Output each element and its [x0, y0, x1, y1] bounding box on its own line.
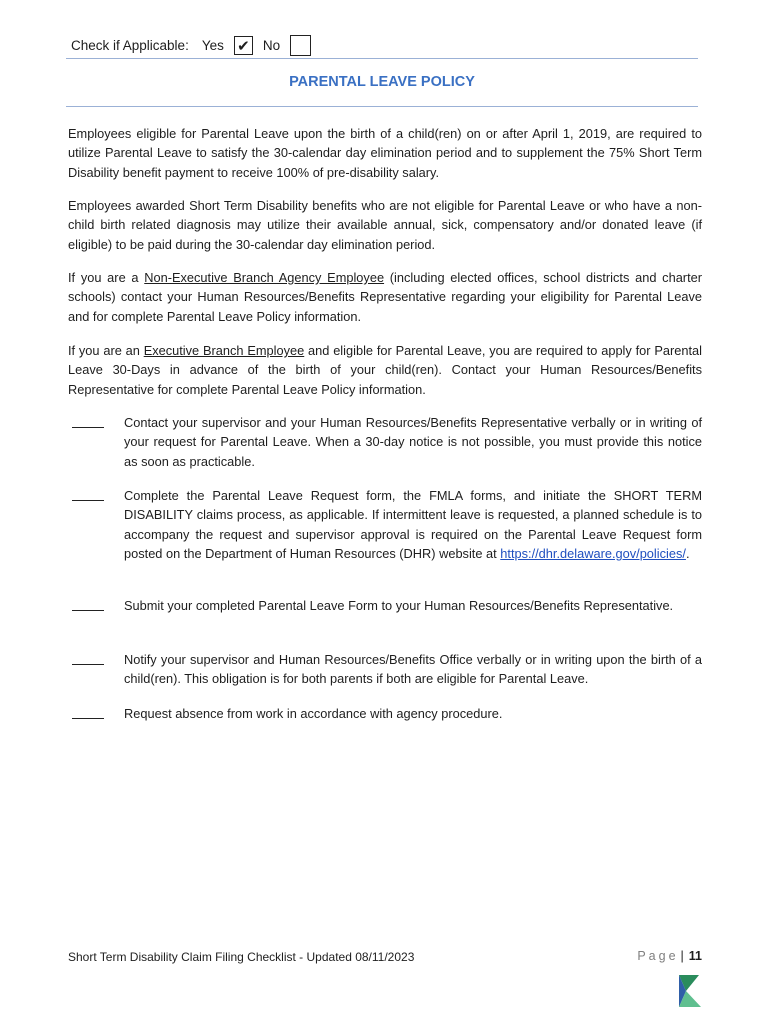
checklist-blank[interactable] — [72, 599, 104, 611]
page-title: PARENTAL LEAVE POLICY — [289, 74, 475, 90]
checklist-blank[interactable] — [72, 489, 104, 501]
checklist-item — [72, 650, 702, 689]
executive-emphasis: Executive Branch Employee — [143, 343, 305, 358]
yes-label: Yes — [201, 38, 224, 53]
dhr-policies-link[interactable]: https://dhr.delaware.gov/policies/ — [500, 545, 686, 561]
paragraph-executive: If you are an Executive Branch Employee and eligible for Parental Leave, you are required to apply for Parental Leave 30-Days in advance of the birth of your child(ren). Contact your Human Resources/Benefits Representative for complete Parental Leave Policy information. — [68, 343, 702, 397]
checklist-text: Request absence from work in accordance with agency procedure. — [124, 706, 503, 721]
paragraph-eligible: Employees eligible for Parental Leave upon the birth of a child(ren) on or after April 1, 2019, are required to utilize Parental Leave to satisfy the 30-calendar day elimination period and to supplement the 75% Short Term Disability benefit payment to receive 100% of pre-disability salary. — [68, 126, 702, 180]
page-separator: | — [680, 949, 684, 963]
non-executive-emphasis: Non-Executive Branch Agency Employee — [144, 270, 385, 285]
checklist-item — [72, 413, 702, 471]
checklist-text: Submit your completed Parental Leave Form to your Human Resources/Benefits Representative. — [124, 598, 674, 613]
checklist-blank[interactable] — [72, 416, 104, 428]
page-word: Page — [637, 949, 679, 963]
no-label: No — [262, 38, 281, 53]
checklist-item — [72, 486, 702, 563]
page-num: 11 — [688, 949, 702, 963]
applicable-header — [71, 35, 311, 56]
delaware-logo-icon — [677, 973, 703, 1009]
no-checkbox[interactable] — [290, 35, 311, 56]
title-divider — [66, 106, 698, 107]
check-mark-icon: ✔ — [237, 37, 250, 55]
paragraph-not-eligible: Employees awarded Short Term Disability benefits who are not eligible for Parental Leave or who have a non-child birth related diagnosis may utilize their available annual, sick, compensatory and/or donated leave (if eligible) to be paid during the 30-calendar day elimination period. — [68, 198, 702, 252]
top-divider — [66, 58, 698, 59]
yes-checkbox[interactable] — [234, 36, 253, 55]
checklist-blank[interactable] — [72, 653, 104, 665]
footer-title: Short Term Disability Claim Filing Checklist - Updated 08/11/2023 — [68, 950, 415, 964]
check-applicable-label: Check if Applicable: — [71, 38, 189, 53]
checklist-text: Contact your supervisor and your Human Resources/Benefits Representative verbally or in writing of your request for Parental Leave. When a 30-day notice is not possible, you must provide this notice as soon as practicable. — [124, 415, 702, 469]
checklist-blank[interactable] — [72, 707, 104, 719]
checklist-item — [72, 596, 702, 615]
checklist-text: Notify your supervisor and Human Resources/Benefits Office verbally or in writing upon the birth of a child(ren). This obligation is for both parents if both are eligible for Parental Leave. — [124, 652, 702, 687]
paragraph-non-executive: If you are a Non-Executive Branch Agency Employee (including elected offices, school districts and charter schools) contact your Human Resources/Benefits Representative regarding your eligibility for Parental Leave and for complete Parental Leave Policy information. — [68, 270, 703, 324]
page-number — [637, 949, 702, 963]
checklist-text: Complete the Parental Leave Request form, the FMLA forms, and initiate the SHORT TERM DISABILITY claims process, as applicable. If intermittent leave is requested, a planned schedule is to accompany the request and supervisor approval is required on the Parental Leave Request form posted on the Department of Human Resources (DHR) website at https://dhr.delaware.gov/policies/. — [124, 488, 702, 561]
checklist-item — [72, 704, 702, 723]
